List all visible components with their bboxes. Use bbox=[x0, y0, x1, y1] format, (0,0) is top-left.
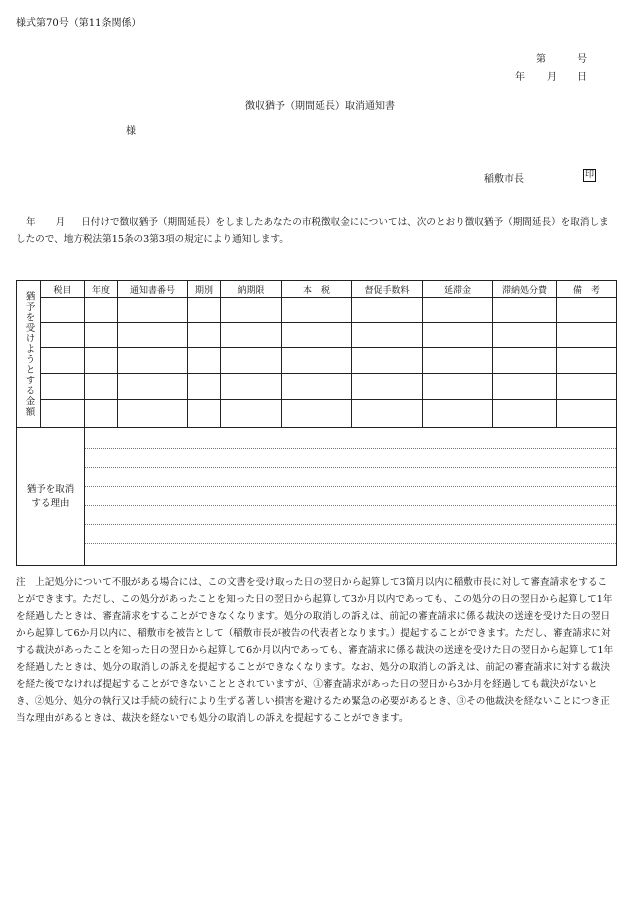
table-cell[interactable] bbox=[423, 374, 493, 400]
body-text: 日付けで徴収猶予（期間延長）をしましたあなたの市税徴収金にについては、次のとおり徴収猶予（期間延長）を取消しましたので、地方税法第15条の3第3項の規定により通知します。 bbox=[16, 217, 609, 245]
col-header: 滞納処分費 bbox=[493, 281, 557, 298]
table-cell[interactable] bbox=[188, 298, 221, 323]
table-header-row bbox=[17, 281, 617, 298]
table-row bbox=[17, 298, 617, 323]
table-cell[interactable] bbox=[282, 374, 352, 400]
table-cell[interactable] bbox=[493, 298, 557, 323]
table-cell[interactable] bbox=[282, 323, 352, 348]
amount-table bbox=[16, 280, 617, 566]
seal-mark: 印 bbox=[585, 170, 595, 180]
reason-label-cell bbox=[17, 428, 85, 566]
table-cell[interactable] bbox=[118, 348, 188, 374]
body-month: 月 bbox=[55, 217, 66, 228]
table-cell[interactable] bbox=[221, 323, 282, 348]
table-cell[interactable] bbox=[118, 323, 188, 348]
table-cell[interactable] bbox=[41, 374, 85, 400]
date-year: 年 bbox=[515, 72, 525, 83]
table-cell[interactable] bbox=[41, 400, 85, 428]
col-header: 納期限 bbox=[221, 281, 282, 298]
table-cell[interactable] bbox=[118, 298, 188, 323]
col-header: 備 考 bbox=[557, 281, 617, 298]
table-cell[interactable] bbox=[221, 298, 282, 323]
table-row bbox=[17, 374, 617, 400]
table-cell[interactable] bbox=[352, 374, 423, 400]
table-cell[interactable] bbox=[118, 400, 188, 428]
col-header: 期別 bbox=[188, 281, 221, 298]
table-row bbox=[17, 323, 617, 348]
col-header: 通知書番号 bbox=[118, 281, 188, 298]
table-cell[interactable] bbox=[423, 348, 493, 374]
col-header: 本 税 bbox=[282, 281, 352, 298]
table-cell[interactable] bbox=[188, 374, 221, 400]
body-year: 年 bbox=[26, 217, 36, 228]
col-header: 延滞金 bbox=[423, 281, 493, 298]
table-cell[interactable] bbox=[85, 400, 118, 428]
table-cell[interactable] bbox=[557, 348, 617, 374]
table-cell[interactable] bbox=[221, 400, 282, 428]
reason-label: 猶予を取消する理由 bbox=[26, 483, 75, 509]
table-cell[interactable] bbox=[118, 374, 188, 400]
doc-number-dai: 第 bbox=[536, 54, 546, 65]
table-cell[interactable] bbox=[493, 374, 557, 400]
table-cell[interactable] bbox=[557, 298, 617, 323]
col-header: 督促手数料 bbox=[352, 281, 423, 298]
table-cell[interactable] bbox=[423, 298, 493, 323]
table-cell[interactable] bbox=[41, 323, 85, 348]
table-cell[interactable] bbox=[352, 400, 423, 428]
reason-field[interactable] bbox=[85, 428, 617, 566]
col-header: 税目 bbox=[41, 281, 85, 298]
table-cell[interactable] bbox=[41, 348, 85, 374]
table-cell[interactable] bbox=[557, 374, 617, 400]
reason-line bbox=[85, 524, 616, 525]
table-cell[interactable] bbox=[188, 400, 221, 428]
table-cell[interactable] bbox=[85, 348, 118, 374]
form-id: 様式第70号（第11条関係） bbox=[16, 18, 142, 29]
date-month: 月 bbox=[547, 72, 557, 83]
reason-line bbox=[85, 467, 616, 468]
table-cell[interactable] bbox=[188, 348, 221, 374]
reason-line bbox=[85, 543, 616, 544]
reason-line bbox=[85, 486, 616, 487]
table-cell[interactable] bbox=[352, 348, 423, 374]
issuer-name: 稲敷市長 bbox=[484, 174, 524, 185]
reason-lines bbox=[85, 429, 616, 565]
table-cell[interactable] bbox=[352, 323, 423, 348]
table-row bbox=[17, 348, 617, 374]
row-header-cell bbox=[17, 281, 41, 428]
col-header: 年度 bbox=[85, 281, 118, 298]
table-cell[interactable] bbox=[282, 298, 352, 323]
table-cell[interactable] bbox=[282, 400, 352, 428]
document-title: 徴収猶予（期間延長）取消通知書 bbox=[245, 101, 395, 112]
table-cell[interactable] bbox=[557, 400, 617, 428]
table-cell[interactable] bbox=[221, 374, 282, 400]
row-header-label: 猶予を受けようとする金額 bbox=[23, 291, 35, 417]
doc-number-go: 号 bbox=[577, 54, 587, 65]
table-cell[interactable] bbox=[188, 323, 221, 348]
table-cell[interactable] bbox=[85, 323, 118, 348]
table-cell[interactable] bbox=[493, 323, 557, 348]
body-paragraph bbox=[16, 214, 616, 248]
table-cell[interactable] bbox=[423, 400, 493, 428]
table-cell[interactable] bbox=[85, 298, 118, 323]
table-cell[interactable] bbox=[557, 323, 617, 348]
table-cell[interactable] bbox=[221, 348, 282, 374]
note-paragraph: 注 上記処分について不服がある場合には、この文書を受け取った日の翌日から起算して3箇月以内に稲敷市長に対して審査請求をすることができます。ただし、この処分があったことを知った日の翌日から起算して3か月以内であっても、この処分の日の翌日から起算して1年を経過したときは、審査請求をすることができなくなります。処分の取消しの訴えは、前記の審査請求に係る裁決の送達を受けた日の翌日から起算して6か月以内に、稲敷市を被告として（稲敷市長が被告の代表者となります。）提起することができます。ただし、審査請求に対する裁決があったことを知った日の翌日から起算して6か月以内であっても、審査請求に係る裁決の送達を受けた日の翌日から起算して1年を経過したときは、処分の取消しの訴えを提起することができなくなります。なお、処分の取消しの訴えは、前記の審査請求に対する裁決を経た後でなければ提起することができないこととされていますが、①審査請求があった日の翌日から3か月を経過しても裁決がないとき、②処分、処分の執行又は手続の続行により生ずる著しい損害を避けるため緊急の必要があるとき、③その他裁決を経ないことにつき正当な理由があるときは、裁決を経ないでも処分の取消しの訴えを提起することができます。 bbox=[16, 577, 614, 724]
table-cell[interactable] bbox=[41, 298, 85, 323]
table-cell[interactable] bbox=[85, 374, 118, 400]
table-cell[interactable] bbox=[493, 400, 557, 428]
addressee-suffix: 様 bbox=[126, 126, 136, 137]
reason-line bbox=[85, 505, 616, 506]
reason-row bbox=[17, 428, 617, 566]
table-cell[interactable] bbox=[282, 348, 352, 374]
table-cell[interactable] bbox=[423, 323, 493, 348]
date-day: 日 bbox=[577, 72, 587, 83]
table-cell[interactable] bbox=[352, 298, 423, 323]
table-row bbox=[17, 400, 617, 428]
table-cell[interactable] bbox=[493, 348, 557, 374]
reason-line bbox=[85, 448, 616, 449]
